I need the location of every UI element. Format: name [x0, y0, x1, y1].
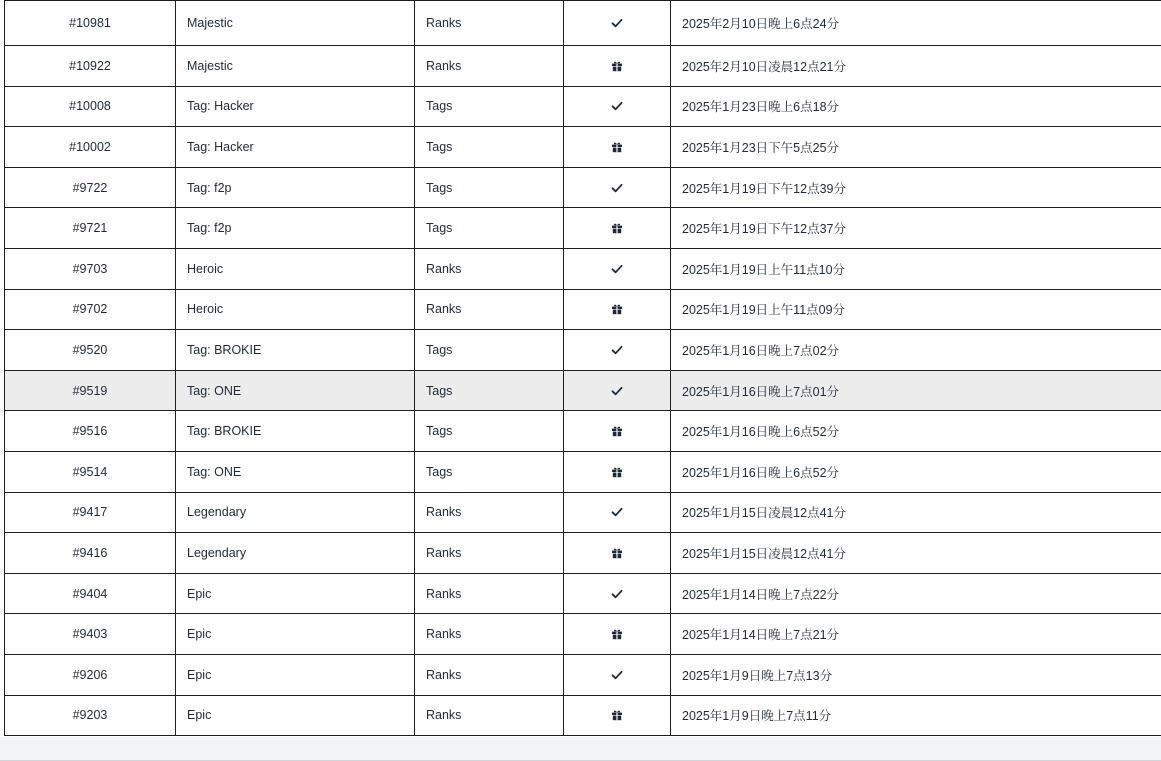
check-icon — [611, 506, 623, 518]
date-cell: 2025年1月15日凌晨12点41分 — [682, 506, 846, 521]
category-cell: Ranks — [415, 1, 564, 45]
item-name-cell: Majestic — [176, 1, 415, 45]
gift-icon — [611, 547, 623, 559]
purchase-history-table — [4, 0, 1161, 736]
date-cell: 2025年1月16日晚上6点52分 — [682, 425, 840, 440]
table-row[interactable] — [5, 452, 1161, 493]
item-name-cell: Tag: f2p — [176, 208, 415, 248]
status-cell — [564, 330, 671, 370]
date-cell: 2025年1月9日晚上7点11分 — [682, 709, 832, 724]
table-row[interactable] — [5, 371, 1161, 412]
table-row[interactable] — [5, 249, 1161, 290]
category-cell: Ranks — [415, 249, 564, 289]
order-id-cell: #9703 — [5, 249, 176, 289]
item-name-cell: Tag: Hacker — [176, 87, 415, 127]
order-id-cell: #9516 — [5, 411, 176, 451]
status-cell — [564, 452, 671, 492]
status-cell — [564, 493, 671, 533]
status-cell — [564, 614, 671, 654]
gift-icon — [611, 425, 623, 437]
gift-icon — [611, 466, 623, 478]
item-name-cell: Epic — [176, 574, 415, 614]
order-id-cell: #9722 — [5, 168, 176, 208]
item-name-cell: Heroic — [176, 290, 415, 330]
item-name-cell: Legendary — [176, 493, 415, 533]
order-id-cell: #9417 — [5, 493, 176, 533]
gift-icon — [611, 60, 623, 72]
order-id-cell: #9206 — [5, 655, 176, 695]
status-cell — [564, 87, 671, 127]
date-cell: 2025年1月23日下午5点25分 — [682, 140, 840, 155]
date-cell: 2025年2月10日晚上6点24分 — [682, 17, 840, 31]
order-id-cell: #9721 — [5, 208, 176, 248]
table-row[interactable] — [5, 168, 1161, 209]
date-cell: 2025年1月15日凌晨12点41分 — [682, 546, 846, 561]
order-id-cell: #9403 — [5, 614, 176, 654]
date-cell: 2025年1月16日晚上7点01分 — [682, 384, 840, 399]
category-cell: Ranks — [415, 655, 564, 695]
date-cell: 2025年1月19日下午12点39分 — [682, 181, 846, 196]
category-cell: Ranks — [415, 574, 564, 614]
status-cell — [564, 208, 671, 248]
category-cell: Tags — [415, 208, 564, 248]
order-id-cell: #10002 — [5, 127, 176, 167]
date-cell: 2025年1月14日晚上7点21分 — [682, 628, 840, 643]
category-cell: Tags — [415, 371, 564, 411]
date-cell: 2025年1月16日晚上6点52分 — [682, 465, 840, 480]
order-id-cell: #9520 — [5, 330, 176, 370]
order-id-cell: #9519 — [5, 371, 176, 411]
table-row[interactable] — [5, 330, 1161, 371]
table-row[interactable] — [5, 127, 1161, 168]
table-row[interactable] — [5, 574, 1161, 615]
category-cell: Ranks — [415, 696, 564, 736]
table-row[interactable] — [5, 1, 1161, 46]
item-name-cell: Epic — [176, 614, 415, 654]
status-cell — [564, 696, 671, 736]
gift-icon — [611, 141, 623, 153]
status-cell — [564, 46, 671, 86]
date-cell: 2025年1月16日晚上7点02分 — [682, 343, 840, 358]
date-cell: 2025年1月9日晚上7点13分 — [682, 668, 833, 683]
category-cell: Tags — [415, 127, 564, 167]
category-cell: Ranks — [415, 614, 564, 654]
status-cell — [564, 1, 671, 45]
item-name-cell: Tag: f2p — [176, 168, 415, 208]
table-row[interactable] — [5, 411, 1161, 452]
table-row[interactable] — [5, 696, 1161, 737]
table-body — [5, 1, 1161, 736]
table-row[interactable] — [5, 655, 1161, 696]
table-row[interactable] — [5, 290, 1161, 331]
order-id-cell: #9404 — [5, 574, 176, 614]
date-cell: 2025年2月10日凌晨12点21分 — [682, 59, 846, 74]
item-name-cell: Epic — [176, 696, 415, 736]
check-icon — [611, 100, 623, 112]
footer-band — [0, 737, 1161, 761]
check-icon — [611, 669, 623, 681]
order-id-cell: #9702 — [5, 290, 176, 330]
category-cell: Ranks — [415, 46, 564, 86]
category-cell: Tags — [415, 411, 564, 451]
category-cell: Ranks — [415, 290, 564, 330]
gift-icon — [611, 709, 623, 721]
item-name-cell: Heroic — [176, 249, 415, 289]
gift-icon — [611, 303, 623, 315]
status-cell — [564, 290, 671, 330]
order-id-cell: #10981 — [5, 1, 176, 45]
check-icon — [611, 263, 623, 275]
table-row[interactable] — [5, 493, 1161, 534]
date-cell: 2025年1月19日上午11点10分 — [682, 262, 846, 277]
category-cell: Ranks — [415, 493, 564, 533]
order-id-cell: #9203 — [5, 696, 176, 736]
status-cell — [564, 533, 671, 573]
check-icon — [611, 344, 623, 356]
table-row[interactable] — [5, 46, 1161, 87]
order-id-cell: #9416 — [5, 533, 176, 573]
status-cell — [564, 249, 671, 289]
date-cell: 2025年1月19日上午11点09分 — [682, 303, 846, 318]
check-icon — [611, 17, 623, 29]
date-cell: 2025年1月19日下午12点37分 — [682, 222, 846, 237]
date-cell: 2025年1月14日晚上7点22分 — [682, 587, 840, 602]
gift-icon — [611, 628, 623, 640]
item-name-cell: Epic — [176, 655, 415, 695]
check-icon — [611, 588, 623, 600]
status-cell — [564, 655, 671, 695]
table-row[interactable] — [5, 614, 1161, 655]
status-cell — [564, 168, 671, 208]
category-cell: Tags — [415, 87, 564, 127]
item-name-cell: Legendary — [176, 533, 415, 573]
gift-icon — [611, 222, 623, 234]
category-cell: Ranks — [415, 533, 564, 573]
status-cell — [564, 127, 671, 167]
item-name-cell: Tag: Hacker — [176, 127, 415, 167]
item-name-cell: Tag: BROKIE — [176, 411, 415, 451]
check-icon — [611, 385, 623, 397]
item-name-cell: Tag: BROKIE — [176, 330, 415, 370]
table-row[interactable] — [5, 208, 1161, 249]
status-cell — [564, 411, 671, 451]
order-id-cell: #10922 — [5, 46, 176, 86]
item-name-cell: Majestic — [176, 46, 415, 86]
date-cell: 2025年1月23日晚上6点18分 — [682, 100, 840, 115]
status-cell — [564, 371, 671, 411]
check-icon — [611, 182, 623, 194]
item-name-cell: Tag: ONE — [176, 371, 415, 411]
order-id-cell: #9514 — [5, 452, 176, 492]
item-name-cell: Tag: ONE — [176, 452, 415, 492]
category-cell: Tags — [415, 330, 564, 370]
table-row[interactable] — [5, 87, 1161, 128]
order-id-cell: #10008 — [5, 87, 176, 127]
status-cell — [564, 574, 671, 614]
category-cell: Tags — [415, 168, 564, 208]
category-cell: Tags — [415, 452, 564, 492]
table-row[interactable] — [5, 533, 1161, 574]
